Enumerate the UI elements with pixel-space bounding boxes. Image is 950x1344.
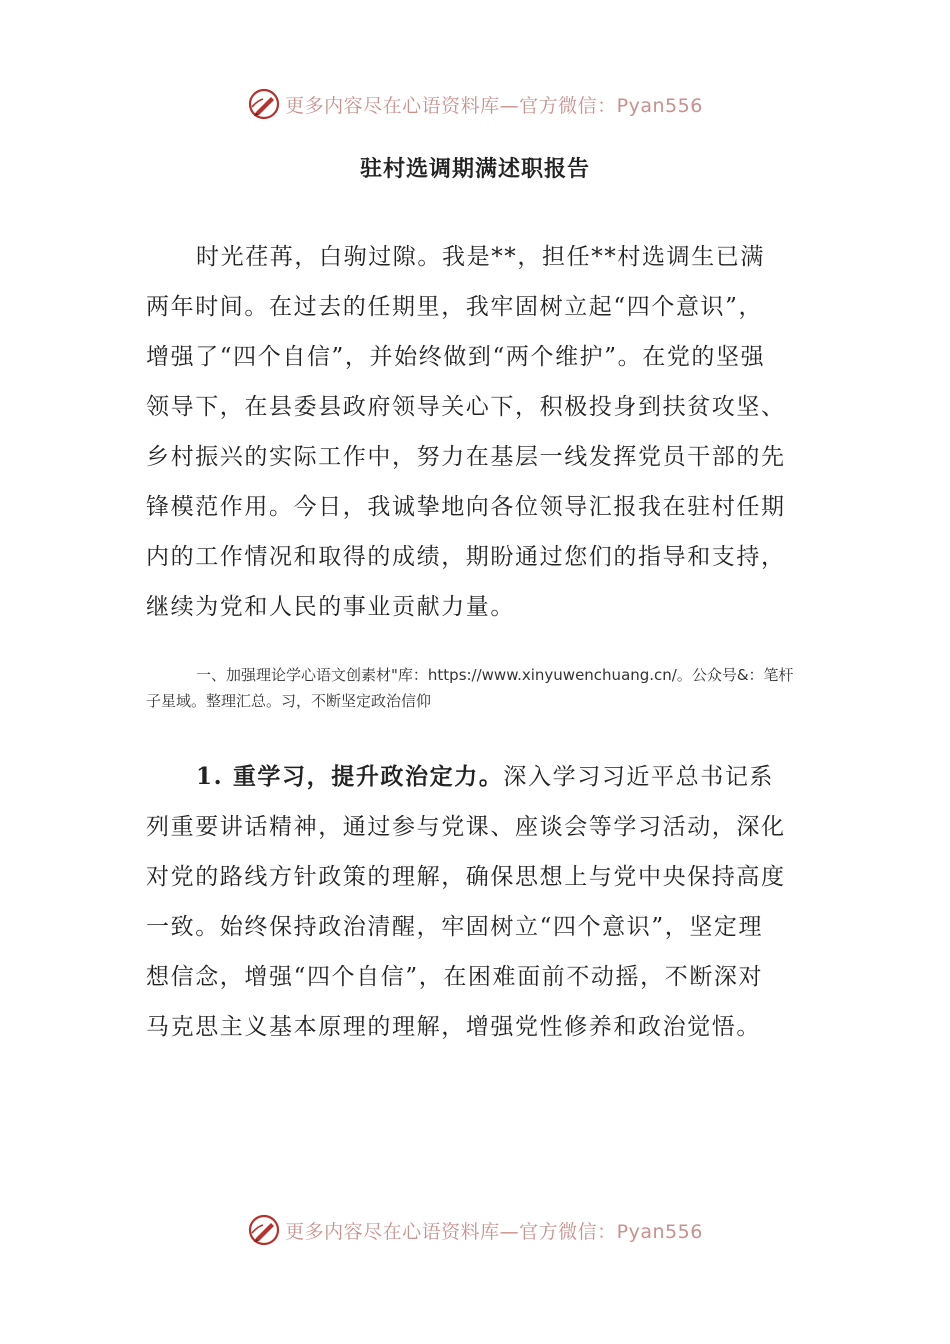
footer-banner [0, 1210, 950, 1250]
pen-logo-icon [247, 87, 281, 121]
intro-paragraph: 时光荏苒，白驹过隙。我是**，担任**村选调生已满两年时间。在过去的任期里，我牢固树立起“四个意识”，增强了“四个自信”，并始终做到“两个维护”。在党的坚强领导下，在县委县政府领导关心下，积极投身到扶贫攻坚、乡村振兴的实际工作中，努力在基层一线发挥党员干部的先锋模范作用。今日，我诚挚地向各位领导汇报我在驻村任期内的工作情况和取得的成绩，期盼通过您们的指导和支持，继续为党和人民的事业贡献力量。 [146, 244, 786, 620]
banner-text: 更多内容尽在心语资料库—官方微信：Pyan556 [285, 1220, 703, 1243]
banner-text: 更多内容尽在心语资料库—官方微信：Pyan556 [285, 94, 703, 117]
pen-logo-icon [247, 1213, 281, 1247]
header-banner [0, 84, 950, 124]
source-note: 一、加强理论学心语文创素材"库：https://www.xinyuwenchuang.cn/。公众号&：笔杆子星域。整理汇总。习，不断坚定政治信仰 [146, 666, 794, 710]
section-1-heading: 1. 重学习，提升政治定力。 [196, 763, 504, 790]
document-title: 驻村选调期满述职报告 [359, 157, 590, 182]
section-1-body: 深入学习习近平总书记系列重要讲话精神，通过参与党课、座谈会等学习活动，深化对党的路线方针政策的理解，确保思想上与党中央保持高度一致。始终保持政治清醒，牢固树立“四个意识”，坚定理想信念，增强“四个自信”，在困难面前不动摇，不断深对马克思主义基本原理的理解，增强党性修养和政治觉悟。 [146, 764, 786, 1040]
section-1-paragraph [146, 752, 786, 1052]
